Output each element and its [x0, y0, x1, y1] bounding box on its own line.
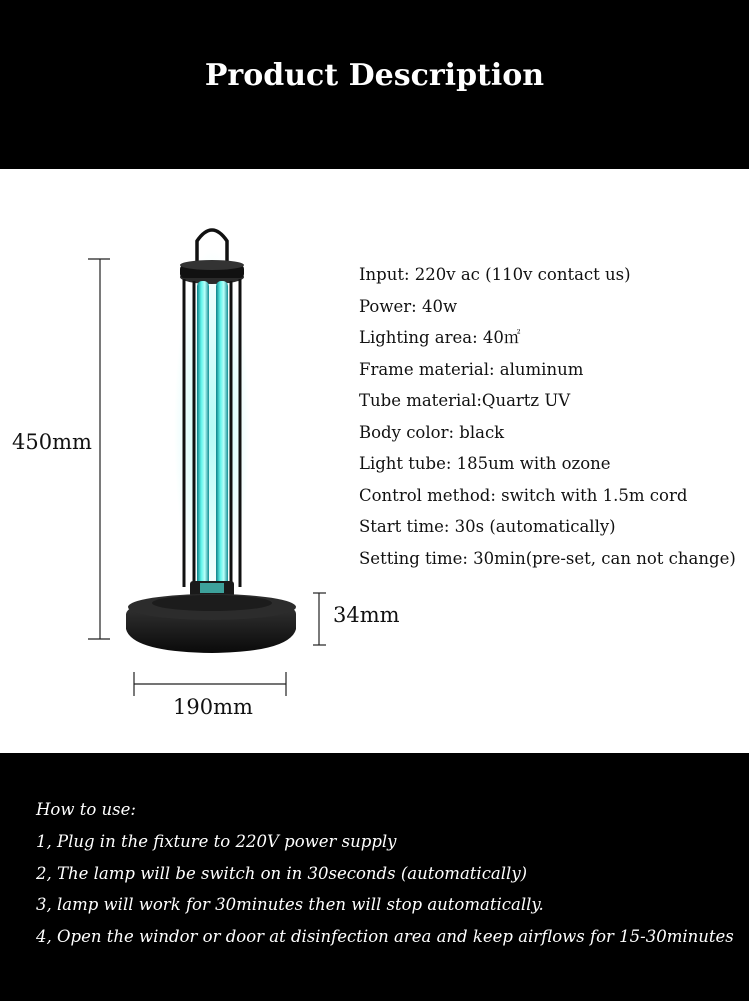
base-height-dimension-line: [313, 593, 326, 645]
how-to-step: 3, lamp will work for 30minutes then will stop automatically.: [36, 895, 544, 915]
how-to-step: 2, The lamp will be switch on in 30seconds (automatically): [36, 863, 528, 883]
spec-light-tube: Light tube: 185um with ozone: [359, 454, 611, 473]
product-section: [0, 169, 749, 753]
spec-control-method: Control method: switch with 1.5m cord: [359, 485, 688, 505]
spec-setting-time: Setting time: 30min(pre-set, can not change): [359, 548, 736, 568]
base-height-label: 34mm: [333, 603, 400, 627]
uv-lamp-illustration: [0, 169, 340, 753]
spec-tube-material: Tube material:Quartz UV: [359, 391, 571, 410]
spec-input: Input: 220v ac (110v contact us): [359, 265, 631, 284]
spec-power: Power: 40w: [359, 296, 458, 316]
how-to-use-section: [0, 753, 749, 1001]
spec-list: [359, 263, 736, 578]
height-label: 450mm: [12, 430, 92, 454]
how-to-step: 1, Plug in the fixture to 220V power supply: [36, 831, 397, 851]
width-dimension-line: [134, 672, 286, 696]
spec-body-color: Body color: black: [359, 422, 505, 442]
how-to-step: 4, Open the windor or door at disinfection area and keep airflows for 15-30minutes: [36, 927, 734, 947]
how-to-use-title: How to use:: [36, 800, 136, 819]
spec-frame-material: Frame material: aluminum: [359, 359, 584, 379]
spec-lighting-area: Lighting area: 40㎡: [359, 328, 521, 347]
lamp-base: [126, 594, 296, 653]
spec-start-time: Start time: 30s (automatically): [359, 517, 616, 536]
width-label: 190mm: [173, 695, 253, 719]
page-title: Product Description: [204, 58, 545, 93]
header-banner: [0, 0, 749, 169]
